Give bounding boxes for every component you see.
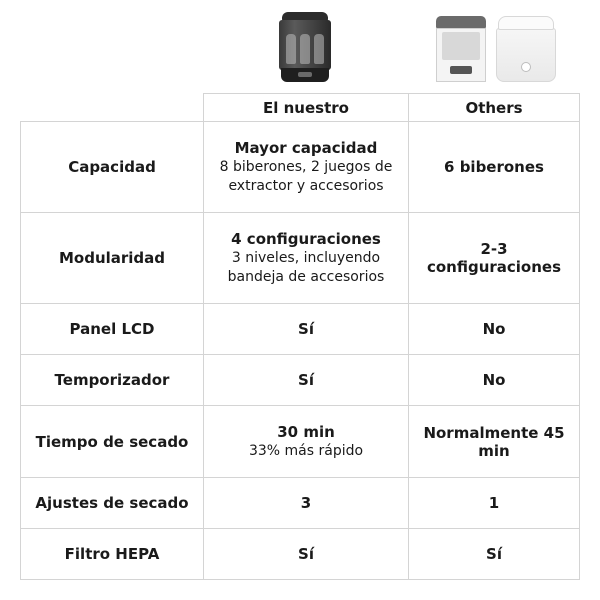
table-row (21, 406, 580, 478)
row-label: Filtro HEPA (21, 529, 204, 580)
ours-value-title: Mayor capacidad (234, 138, 378, 157)
row-label: Tiempo de secado (21, 406, 204, 478)
table-row (21, 122, 580, 213)
others-value: 6 biberones (409, 122, 580, 213)
ours-value: Sí (204, 529, 409, 580)
ours-value-detail: 8 biberones, 2 juegos de extractor y accesorios (219, 158, 393, 194)
competitor-sterilizer-image-1 (436, 16, 486, 82)
ours-column-header: El nuestro (204, 94, 409, 122)
row-label: Capacidad (21, 122, 204, 213)
ours-value-detail: 3 niveles, incluyendo bandeja de accesorios (227, 249, 385, 285)
others-value: 1 (409, 478, 580, 529)
competitor-sterilizer-image-2 (496, 16, 556, 82)
blank-header-cell (21, 94, 204, 122)
ours-value: Sí (204, 355, 409, 406)
others-value: 2-3 configuraciones (409, 213, 580, 304)
ours-value: 3 (204, 478, 409, 529)
ours-value-cell (204, 406, 409, 478)
row-label: Modularidad (21, 213, 204, 304)
table-row (21, 529, 580, 580)
ours-value-detail: 33% más rápido (248, 442, 364, 459)
table-row (21, 355, 580, 406)
our-sterilizer-image (279, 12, 331, 82)
row-label: Panel LCD (21, 304, 204, 355)
row-label: Temporizador (21, 355, 204, 406)
table-row (21, 304, 580, 355)
comparison-table (20, 93, 580, 580)
ours-value: Sí (204, 304, 409, 355)
ours-value-cell (204, 213, 409, 304)
others-column-header: Others (409, 94, 580, 122)
others-value: Normalmente 45 min (409, 406, 580, 478)
table-row (21, 478, 580, 529)
others-value: No (409, 304, 580, 355)
table-header-row (21, 94, 580, 122)
row-label: Ajustes de secado (21, 478, 204, 529)
ours-value-title: 4 configuraciones (231, 229, 381, 248)
ours-value-cell (204, 122, 409, 213)
others-value: No (409, 355, 580, 406)
table-row (21, 213, 580, 304)
ours-value-title: 30 min (277, 422, 335, 441)
others-value: Sí (409, 529, 580, 580)
